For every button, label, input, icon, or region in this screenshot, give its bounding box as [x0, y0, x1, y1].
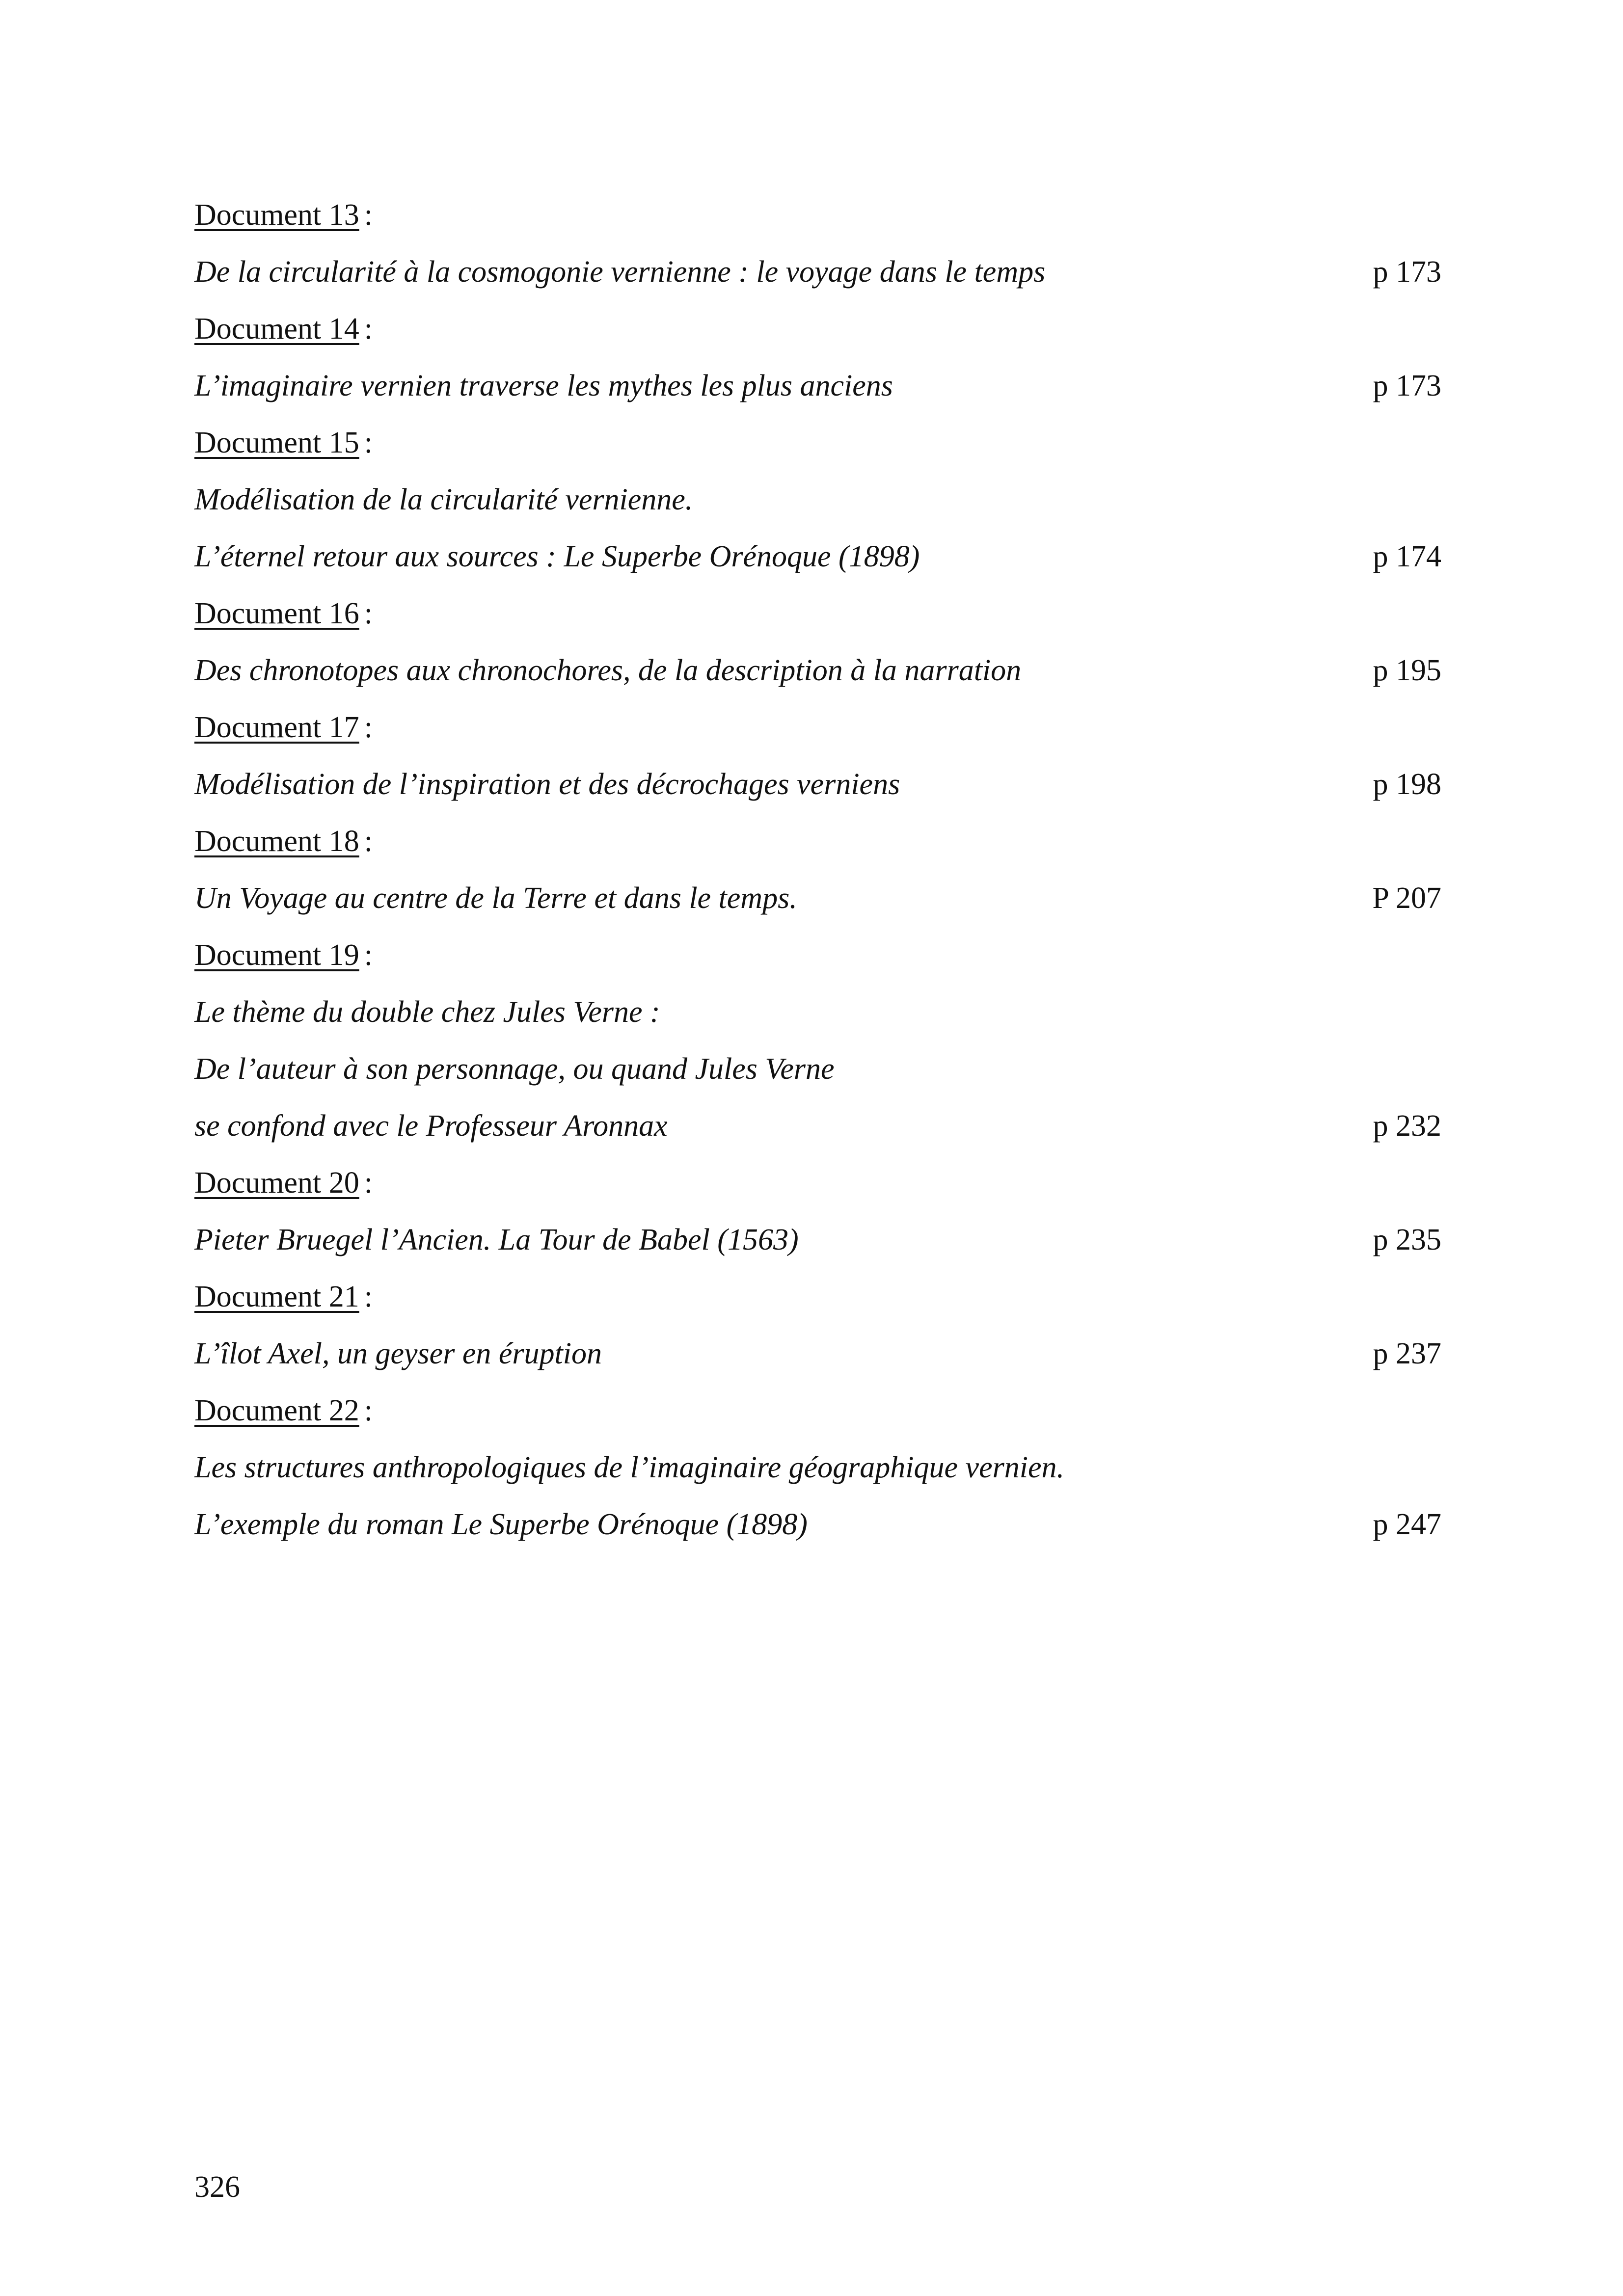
document-title: L’exemple du roman Le Superbe Orénoque (1898): [194, 1508, 808, 1541]
document-heading-text: [194, 1154, 373, 1211]
document-title-line: [194, 1211, 1441, 1268]
document-heading: [194, 927, 1441, 984]
document-heading-text: [194, 187, 373, 243]
page-reference: p 247: [1373, 1508, 1441, 1541]
document-heading-text: [194, 300, 373, 357]
document-title: De l’auteur à son personnage, ou quand Jules Verne: [194, 1052, 835, 1086]
document-label-colon: :: [364, 1166, 373, 1200]
document-title: Les structures anthropologiques de l’imaginaire géographique vernien.: [194, 1451, 1064, 1484]
page-reference: P 207: [1372, 881, 1441, 915]
document-label: Document 14: [194, 312, 359, 346]
document-label-colon: :: [364, 426, 373, 459]
document-title: Le thème du double chez Jules Verne :: [194, 995, 660, 1029]
document-label: Document 15: [194, 426, 359, 459]
document-heading: [194, 1382, 1441, 1439]
document-label-colon: :: [364, 825, 373, 858]
document-heading-text: [194, 1268, 373, 1325]
document-heading-text: [194, 414, 373, 471]
page-reference: p 237: [1373, 1337, 1441, 1370]
document-title-line: [194, 243, 1441, 300]
document-heading-text: [194, 585, 373, 642]
document-title-line: [194, 1097, 1441, 1154]
document-heading-text: [194, 1382, 373, 1439]
document-label-colon: :: [364, 1394, 373, 1427]
document-heading: [194, 300, 1441, 357]
page-reference: p 235: [1373, 1223, 1441, 1256]
document-label: Document 16: [194, 597, 359, 630]
document-label-colon: :: [364, 1280, 373, 1313]
document-title-line: [194, 756, 1441, 813]
document-label: Document 20: [194, 1166, 359, 1200]
document-label-colon: :: [364, 597, 373, 630]
document-title-line: [194, 528, 1441, 585]
table-of-documents: [194, 187, 1441, 1553]
page-reference: p 174: [1373, 540, 1441, 573]
page-reference: p 173: [1373, 255, 1441, 289]
document-heading: [194, 585, 1441, 642]
document-title-line: [194, 870, 1441, 927]
document-label: Document 19: [194, 938, 359, 972]
document-heading: [194, 187, 1441, 243]
document-label: Document 21: [194, 1280, 359, 1313]
document-heading: [194, 813, 1441, 870]
document-label: Document 22: [194, 1394, 359, 1427]
document-label: Document 13: [194, 198, 359, 232]
document-label: Document 18: [194, 825, 359, 858]
document-heading: [194, 414, 1441, 471]
document-label-colon: :: [364, 198, 373, 232]
page-number: 326: [194, 2170, 240, 2204]
document-heading: [194, 699, 1441, 756]
document-title-line: [194, 1496, 1441, 1553]
document-title-line: [194, 1439, 1441, 1496]
document-title-line: [194, 984, 1441, 1041]
page-reference: p 173: [1373, 369, 1441, 402]
document-title: se confond avec le Professeur Aronnax: [194, 1109, 668, 1143]
document-title: De la circularité à la cosmogonie vernienne : le voyage dans le temps: [194, 255, 1046, 289]
document-title: L’éternel retour aux sources : Le Superbe Orénoque (1898): [194, 540, 920, 573]
page-reference: p 195: [1373, 654, 1441, 687]
document-heading-text: [194, 699, 373, 756]
document-heading-text: [194, 927, 373, 984]
document-title-line: [194, 1325, 1441, 1382]
document-heading-text: [194, 813, 373, 870]
document-heading: [194, 1154, 1441, 1211]
document-label-colon: :: [364, 711, 373, 744]
page-reference: p 198: [1373, 768, 1441, 801]
document-title: Pieter Bruegel l’Ancien. La Tour de Babel (1563): [194, 1223, 799, 1256]
document-label-colon: :: [364, 938, 373, 972]
document-title-line: [194, 471, 1441, 528]
document-label: Document 17: [194, 711, 359, 744]
document-title: Un Voyage au centre de la Terre et dans le temps.: [194, 881, 797, 915]
document-title: Des chronotopes aux chronochores, de la description à la narration: [194, 654, 1022, 687]
document-title: Modélisation de l’inspiration et des décrochages verniens: [194, 768, 900, 801]
document-title-line: [194, 357, 1441, 414]
document-heading: [194, 1268, 1441, 1325]
document-label-colon: :: [364, 312, 373, 346]
document-title: Modélisation de la circularité vernienne.: [194, 483, 693, 516]
page-reference: p 232: [1373, 1109, 1441, 1143]
document-title-line: [194, 1041, 1441, 1097]
document-title: L’îlot Axel, un geyser en éruption: [194, 1337, 602, 1370]
document-title-line: [194, 642, 1441, 699]
document-title: L’imaginaire vernien traverse les mythes les plus anciens: [194, 369, 893, 402]
